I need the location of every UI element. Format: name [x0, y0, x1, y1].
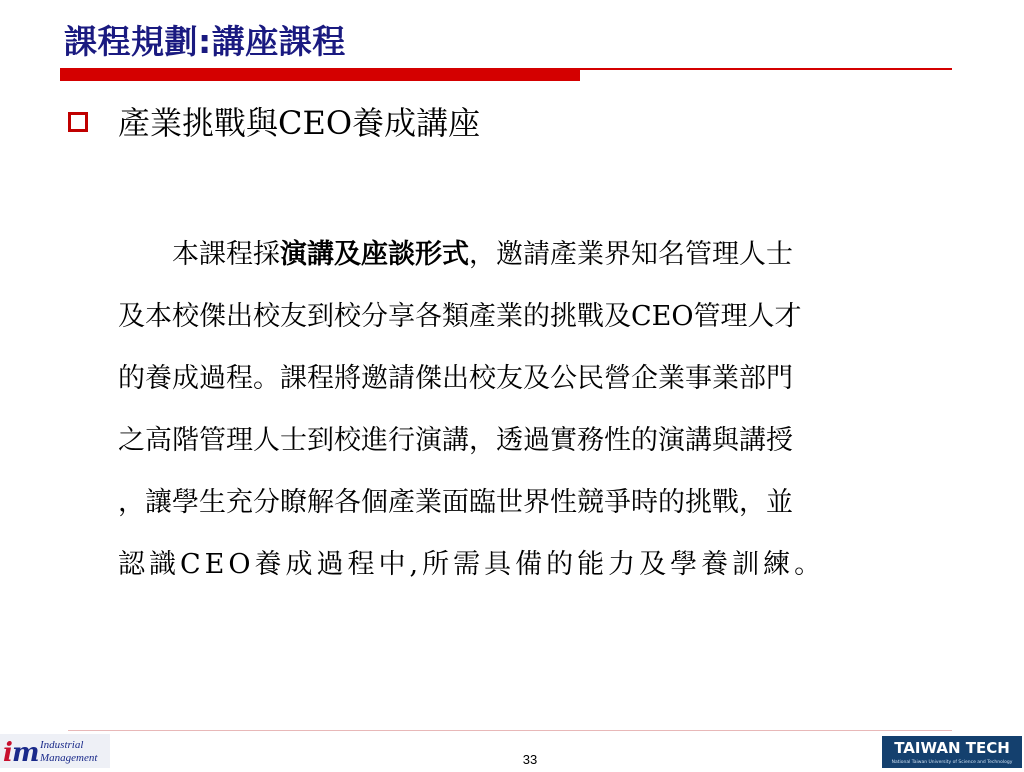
paragraph-line-3: 的養成過程。課程將邀請傑出校友及公民營企業事業部門: [118, 363, 793, 394]
logo-text: Management: [40, 752, 98, 764]
bullet-text: 產業挑戰與CEO養成講座: [118, 104, 481, 142]
logo-text: Industrial: [40, 739, 84, 751]
logo-subtext: National Taiwan University of Science and Technology: [891, 760, 1013, 765]
paragraph-line-5: ，讓學生充分瞭解各個產業面臨世界性競爭時的挑戰，並: [118, 487, 793, 518]
industrial-management-logo: [0, 734, 110, 768]
footer-divider: [68, 730, 952, 731]
title-rule-thin: [580, 68, 952, 70]
taiwan-tech-logo: [882, 736, 1022, 768]
svg-text:m: m: [12, 738, 40, 768]
slide-title: 課程規劃:講座課程: [64, 22, 346, 61]
paragraph-line-2: 及本校傑出校友到校分享各類產業的挑戰及CEO管理人才: [118, 301, 802, 332]
paragraph-line-4: 之高階管理人士到校進行演講，透過實務性的演講與講授: [118, 425, 793, 456]
logo-text: TAIWAN TECH: [894, 739, 1010, 757]
svg-text:i: i: [3, 738, 13, 768]
square-bullet-icon: [68, 112, 88, 132]
paragraph-text: 本課程採: [172, 239, 280, 270]
paragraph-line-6: 認識CEO養成過程中,所需具備的能力及學養訓練。: [118, 549, 826, 580]
paragraph-text: ，邀請產業界知名管理人士: [469, 239, 793, 270]
paragraph-line-1: [118, 224, 970, 286]
title-rule-thick: [60, 68, 580, 81]
emphasis-text: 演講及座談形式: [280, 239, 469, 270]
page-number: 33: [522, 752, 538, 767]
body-paragraph: [118, 224, 970, 596]
